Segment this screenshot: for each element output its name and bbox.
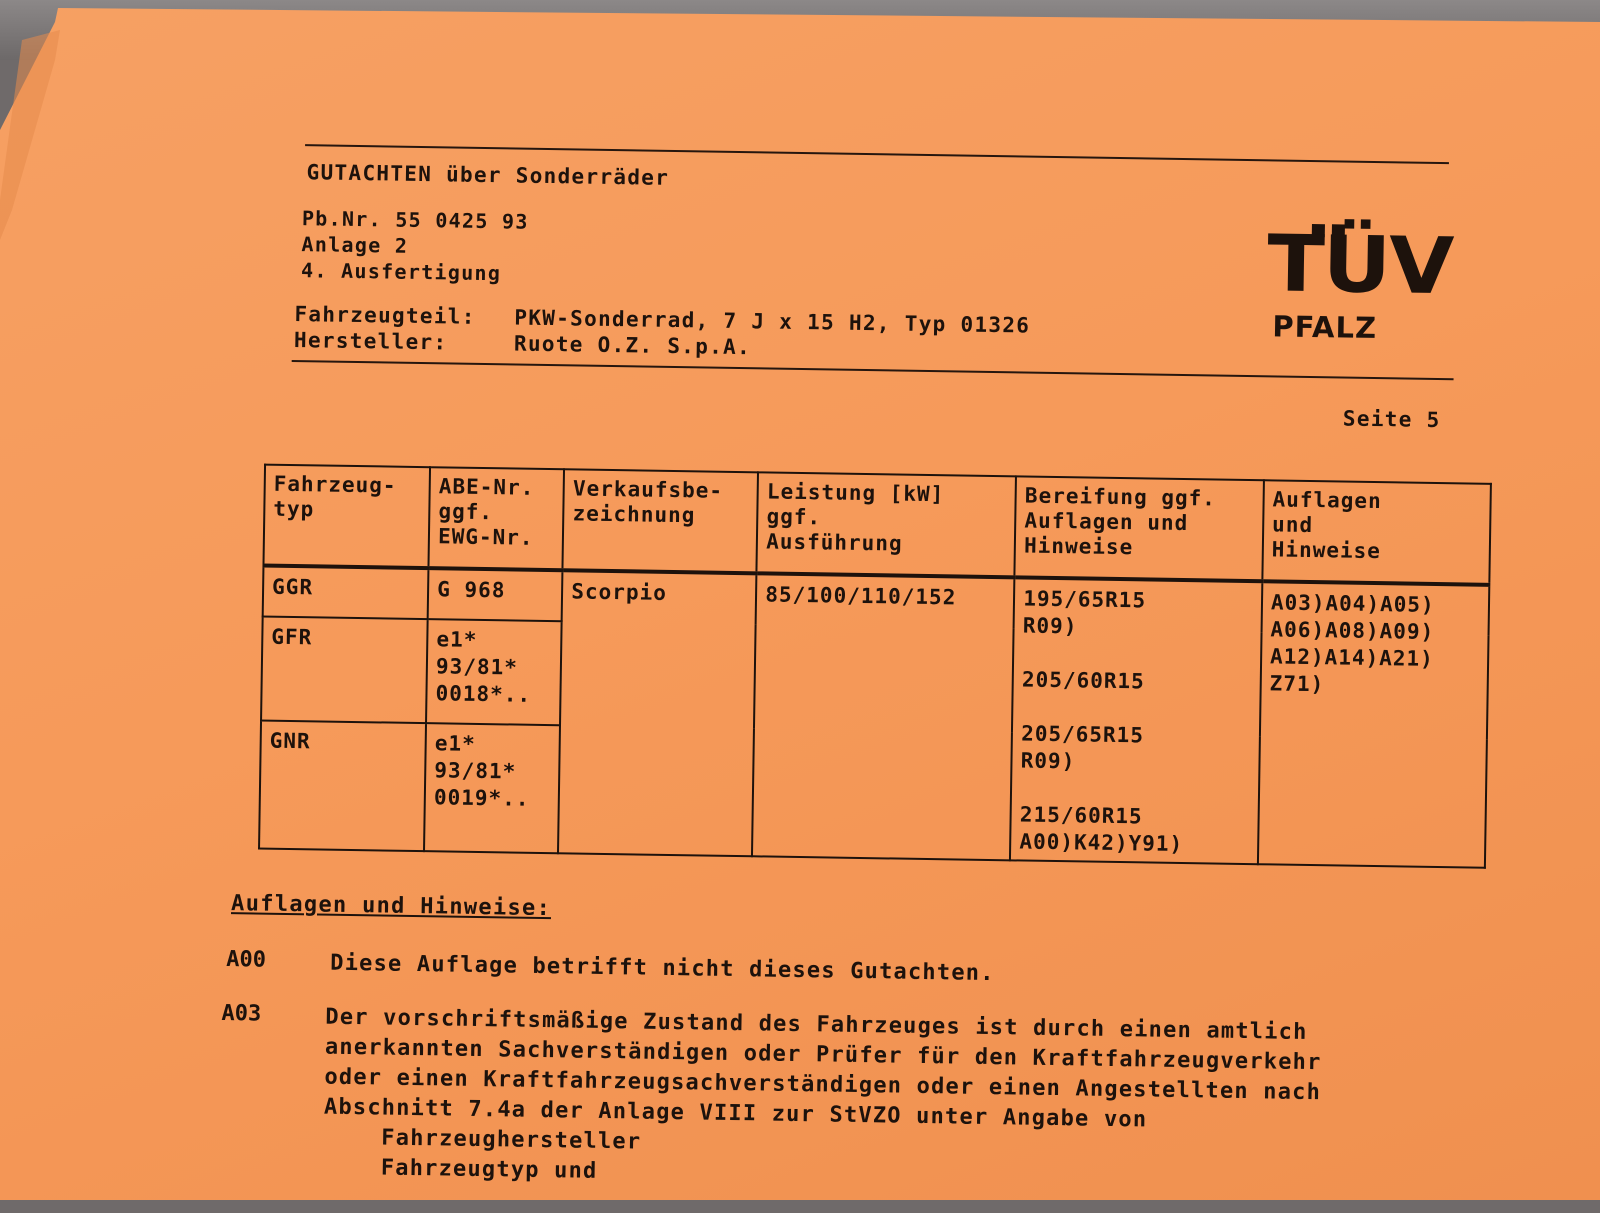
manufacturer-row <box>294 328 751 359</box>
col-header-vehicle-type: Fahrzeug- typ <box>263 465 430 569</box>
col-header-power: Leistung [kW] ggf. Ausführung <box>757 472 1017 577</box>
note-code: A03 <box>221 1000 262 1027</box>
manufacturer-label: Hersteller: <box>293 328 448 355</box>
tuv-pfalz-logo <box>1266 219 1453 347</box>
power-cell: 85/100/110/152 <box>752 573 1014 860</box>
note-text: Diese Auflage betrifft nicht dieses Gutachten. <box>330 950 995 987</box>
abe-number-cell: G 968 <box>428 568 563 621</box>
col-header-tyres: Bereifung ggf. Auflagen und Hinweise <box>1015 476 1264 581</box>
table-header-row <box>263 465 1490 585</box>
logo-wordmark: TÜV <box>1266 219 1453 313</box>
col-header-abe-number: ABE-Nr. ggf. EWG-Nr. <box>429 467 565 570</box>
vehicle-type-cell: GFR <box>261 617 428 724</box>
vehicle-part-label: Fahrzeugteil: <box>294 302 476 329</box>
vehicle-type-cell: GNR <box>259 721 426 852</box>
page-number: Seite 5 <box>1342 406 1441 433</box>
top-rule <box>305 144 1449 164</box>
sales-name-cell: Scorpio <box>558 570 756 856</box>
document-title: GUTACHTEN über Sonderräder <box>306 160 670 190</box>
col-header-conditions: Auflagen und Hinweise <box>1262 480 1491 585</box>
wheel-approval-table <box>258 464 1492 869</box>
copy-label: 4. Ausfertigung <box>300 258 502 286</box>
logo-region: PFALZ <box>1272 309 1378 346</box>
report-number: Pb.Nr. 55 0425 93 <box>301 206 529 234</box>
header-bottom-rule <box>292 360 1454 380</box>
note-code: A00 <box>226 947 267 973</box>
abe-number-cell: e1* 93/81* 0019*.. <box>424 723 560 853</box>
manufacturer-value: Ruote O.Z. S.p.A. <box>513 331 752 360</box>
abe-number-cell: e1* 93/81* 0018*.. <box>426 619 562 725</box>
vehicle-type-cell: GGR <box>263 566 429 620</box>
vehicle-part-value: PKW-Sonderrad, 7 J x 15 H2, Typ 01326 <box>514 305 1031 338</box>
notes-section-heading: Auflagen und Hinweise: <box>230 891 552 922</box>
note-text: Der vorschriftsmäßige Zustand des Fahrzeuges ist durch einen amtlich anerkannten Sachverständigen oder Prüfer für den Kraftfahrzeugverkehr oder einen Kraftfahrzeugsachverständigen oder einen Angestellten nach Abschnitt 7.4a der Anlage VIII zur StVZO unter Angabe von Fahrzeughersteller Fahrzeugtyp und <box>322 1004 1322 1184</box>
conditions-cell: A03)A04)A05) A06)A08)A09) A12)A14)A21) Z71) <box>1258 581 1489 868</box>
appendix-label: Anlage 2 <box>301 232 409 258</box>
tyres-cell: 195/65R15 R09) 205/60R15 205/65R15 R09) 215/60R15 A00)K42)Y91) <box>1010 577 1262 864</box>
col-header-sales-name: Verkaufsbe- zeichnung <box>563 469 759 573</box>
